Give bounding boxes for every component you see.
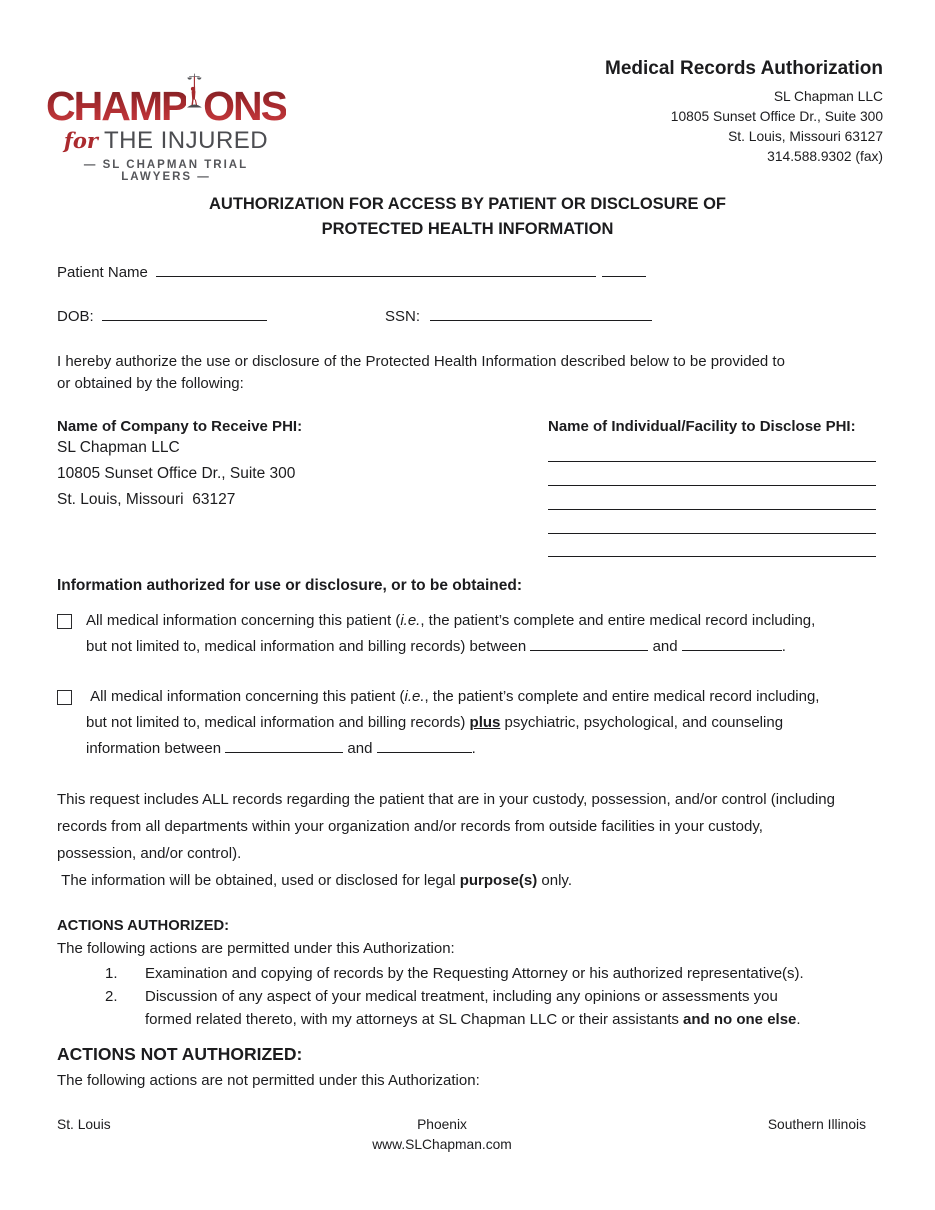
justice-scales-figure-icon (187, 56, 202, 126)
cb1-date-to-blank (682, 637, 782, 651)
form-title-line2: PROTECTED HEALTH INFORMATION (321, 220, 614, 238)
authorized-item-2 (105, 985, 915, 1031)
form-title (0, 192, 935, 242)
request-paragraph (57, 786, 932, 867)
cb2-date-to-blank (377, 739, 472, 753)
dob-label: DOB: (57, 308, 94, 325)
cb2-line3 (86, 736, 922, 762)
footer-southern-illinois: Southern Illinois (767, 1117, 866, 1132)
receive-phi-heading: Name of Company to Receive PHI: (57, 418, 303, 435)
logo-wordmark (46, 56, 286, 129)
logo-for-word: for (63, 128, 98, 153)
patient-name-blank-end (602, 263, 646, 277)
actions-not-authorized-intro: The following actions are not permitted under this Authorization: (57, 1072, 480, 1089)
item1-text: Examination and copying of records by the Requesting Attorney or his authorized representative(s). (145, 965, 804, 982)
footer-phoenix: Phoenix (417, 1117, 467, 1132)
disclose-phi-blank-1 (548, 461, 876, 462)
item1-number: 1. (105, 965, 118, 982)
cb1-period: . (781, 638, 786, 655)
patient-name-row (57, 263, 917, 281)
disclose-phi-heading: Name of Individual/Facility to Disclose PHI: (548, 418, 856, 435)
cb2-l3a: information between (86, 740, 226, 757)
legal-purpose-line (57, 872, 927, 889)
cb1-date-from-blank (530, 637, 648, 651)
intro-line1: I hereby authorize the use or disclosure of the Protected Health Information described below to be provided to (57, 353, 785, 370)
firm-name: SL Chapman LLC (773, 89, 883, 104)
checkbox-icon (57, 690, 72, 705)
cb1-ie: i.e. (400, 612, 421, 629)
item2-no-one-else-bold: and no one else (683, 1011, 797, 1028)
receive-phi-block (57, 418, 477, 513)
item2-line1: Discussion of any aspect of your medical treatment, including any opinions or assessments you (145, 988, 778, 1005)
cb1-and: and (648, 638, 682, 655)
checkbox-item-all-medical-plus-psych (57, 684, 922, 762)
receive-phi-name: SL Chapman LLC (57, 439, 180, 456)
logo-the-injured: THE INJURED (103, 127, 269, 154)
ssn-group (385, 307, 652, 325)
item2-text (145, 985, 915, 1031)
footer-st-louis: St. Louis (57, 1117, 111, 1132)
patient-name-blank (156, 263, 596, 277)
cb2-period: . (471, 740, 476, 757)
footer-website: www.SLChapman.com (372, 1137, 512, 1152)
cb2-l2a: but not limited to, medical information and billing records) (86, 714, 470, 731)
intro-paragraph (57, 351, 927, 395)
cb2-l2c: psychiatric, psychological, and counseling (500, 714, 784, 731)
ssn-blank (430, 307, 652, 321)
cb2-line1 (86, 684, 922, 710)
checkbox-icon (57, 614, 72, 629)
logo-tagline: — SL CHAPMAN TRIAL LAWYERS — (83, 159, 249, 183)
logo-subline (46, 127, 286, 155)
ssn-label: SSN: (385, 308, 421, 325)
logo-text-left: CHAMP (46, 83, 187, 129)
logo-text-right: ONS (203, 83, 286, 129)
cb2-plus: plus (469, 714, 501, 731)
item2-number: 2. (105, 988, 118, 1005)
legal-c: only. (537, 872, 572, 889)
cb1-l1a: All medical information concerning this patient ( (86, 612, 401, 629)
actions-authorized-intro: The following actions are permitted under this Authorization: (57, 940, 455, 957)
info-authorized-heading: Information authorized for use or disclosure, or to be obtained: (57, 577, 523, 594)
cb1-l2a: but not limited to, medical information and billing records) between (86, 638, 531, 655)
disclose-phi-blank-3 (548, 509, 876, 510)
dob-ssn-row (57, 307, 917, 325)
actions-authorized-heading: ACTIONS AUTHORIZED: (57, 918, 230, 934)
item2-period: . (796, 1011, 801, 1028)
request-line1: This request includes ALL records regarding the patient that are in your custody, possession, and/or control (including (57, 791, 835, 808)
cb2-line2 (86, 710, 922, 736)
header-block (605, 58, 883, 167)
cb1-line2 (86, 634, 922, 660)
firm-city: St. Louis, Missouri 63127 (728, 129, 883, 144)
cb2-l1c: , the patient’s complete and entire medical record including, (424, 688, 820, 705)
disclose-phi-blank-5 (548, 556, 876, 557)
document-title: Medical Records Authorization (605, 58, 883, 79)
checkbox-item-all-medical (57, 608, 922, 660)
legal-a: The information will be obtained, used or disclosed for legal (57, 872, 460, 889)
intro-line2: or obtained by the following: (57, 375, 244, 392)
cb2-ie: i.e. (404, 688, 425, 705)
cb2-and: and (343, 740, 377, 757)
cb1-line1 (86, 608, 922, 634)
firm-fax: 314.588.9302 (fax) (767, 149, 883, 164)
dob-blank (102, 307, 267, 321)
checkbox-item-text (57, 608, 922, 660)
patient-name-label: Patient Name (57, 264, 148, 281)
receive-phi-street: 10805 Sunset Office Dr., Suite 300 (57, 465, 296, 482)
actions-not-authorized-heading: ACTIONS NOT AUTHORIZED: (57, 1044, 303, 1064)
item2-l2a: formed related thereto, with my attorneys at SL Chapman LLC or their assistants (145, 1011, 684, 1028)
checkbox-item-text (57, 684, 922, 762)
cb2-l1a: All medical information concerning this patient ( (86, 688, 405, 705)
disclose-phi-blank-4 (548, 533, 876, 534)
receive-phi-city: St. Louis, Missouri 63127 (57, 491, 236, 508)
logo (46, 56, 286, 183)
request-line2: records from all departments within your organization and/or records from outside facilities in your custody, (57, 818, 763, 835)
cb2-date-from-blank (225, 739, 343, 753)
disclose-phi-blank-2 (548, 485, 876, 486)
request-line3: possession, and/or control). (57, 845, 242, 862)
firm-street: 10805 Sunset Office Dr., Suite 300 (670, 109, 883, 124)
cb1-l1c: , the patient’s complete and entire medical record including, (420, 612, 816, 629)
form-title-line1: AUTHORIZATION FOR ACCESS BY PATIENT OR DISCLOSURE OF (208, 195, 726, 213)
legal-purpose-bold: purpose(s) (459, 872, 538, 889)
authorized-item-1 (105, 962, 915, 985)
item2-line2 (145, 1008, 915, 1031)
